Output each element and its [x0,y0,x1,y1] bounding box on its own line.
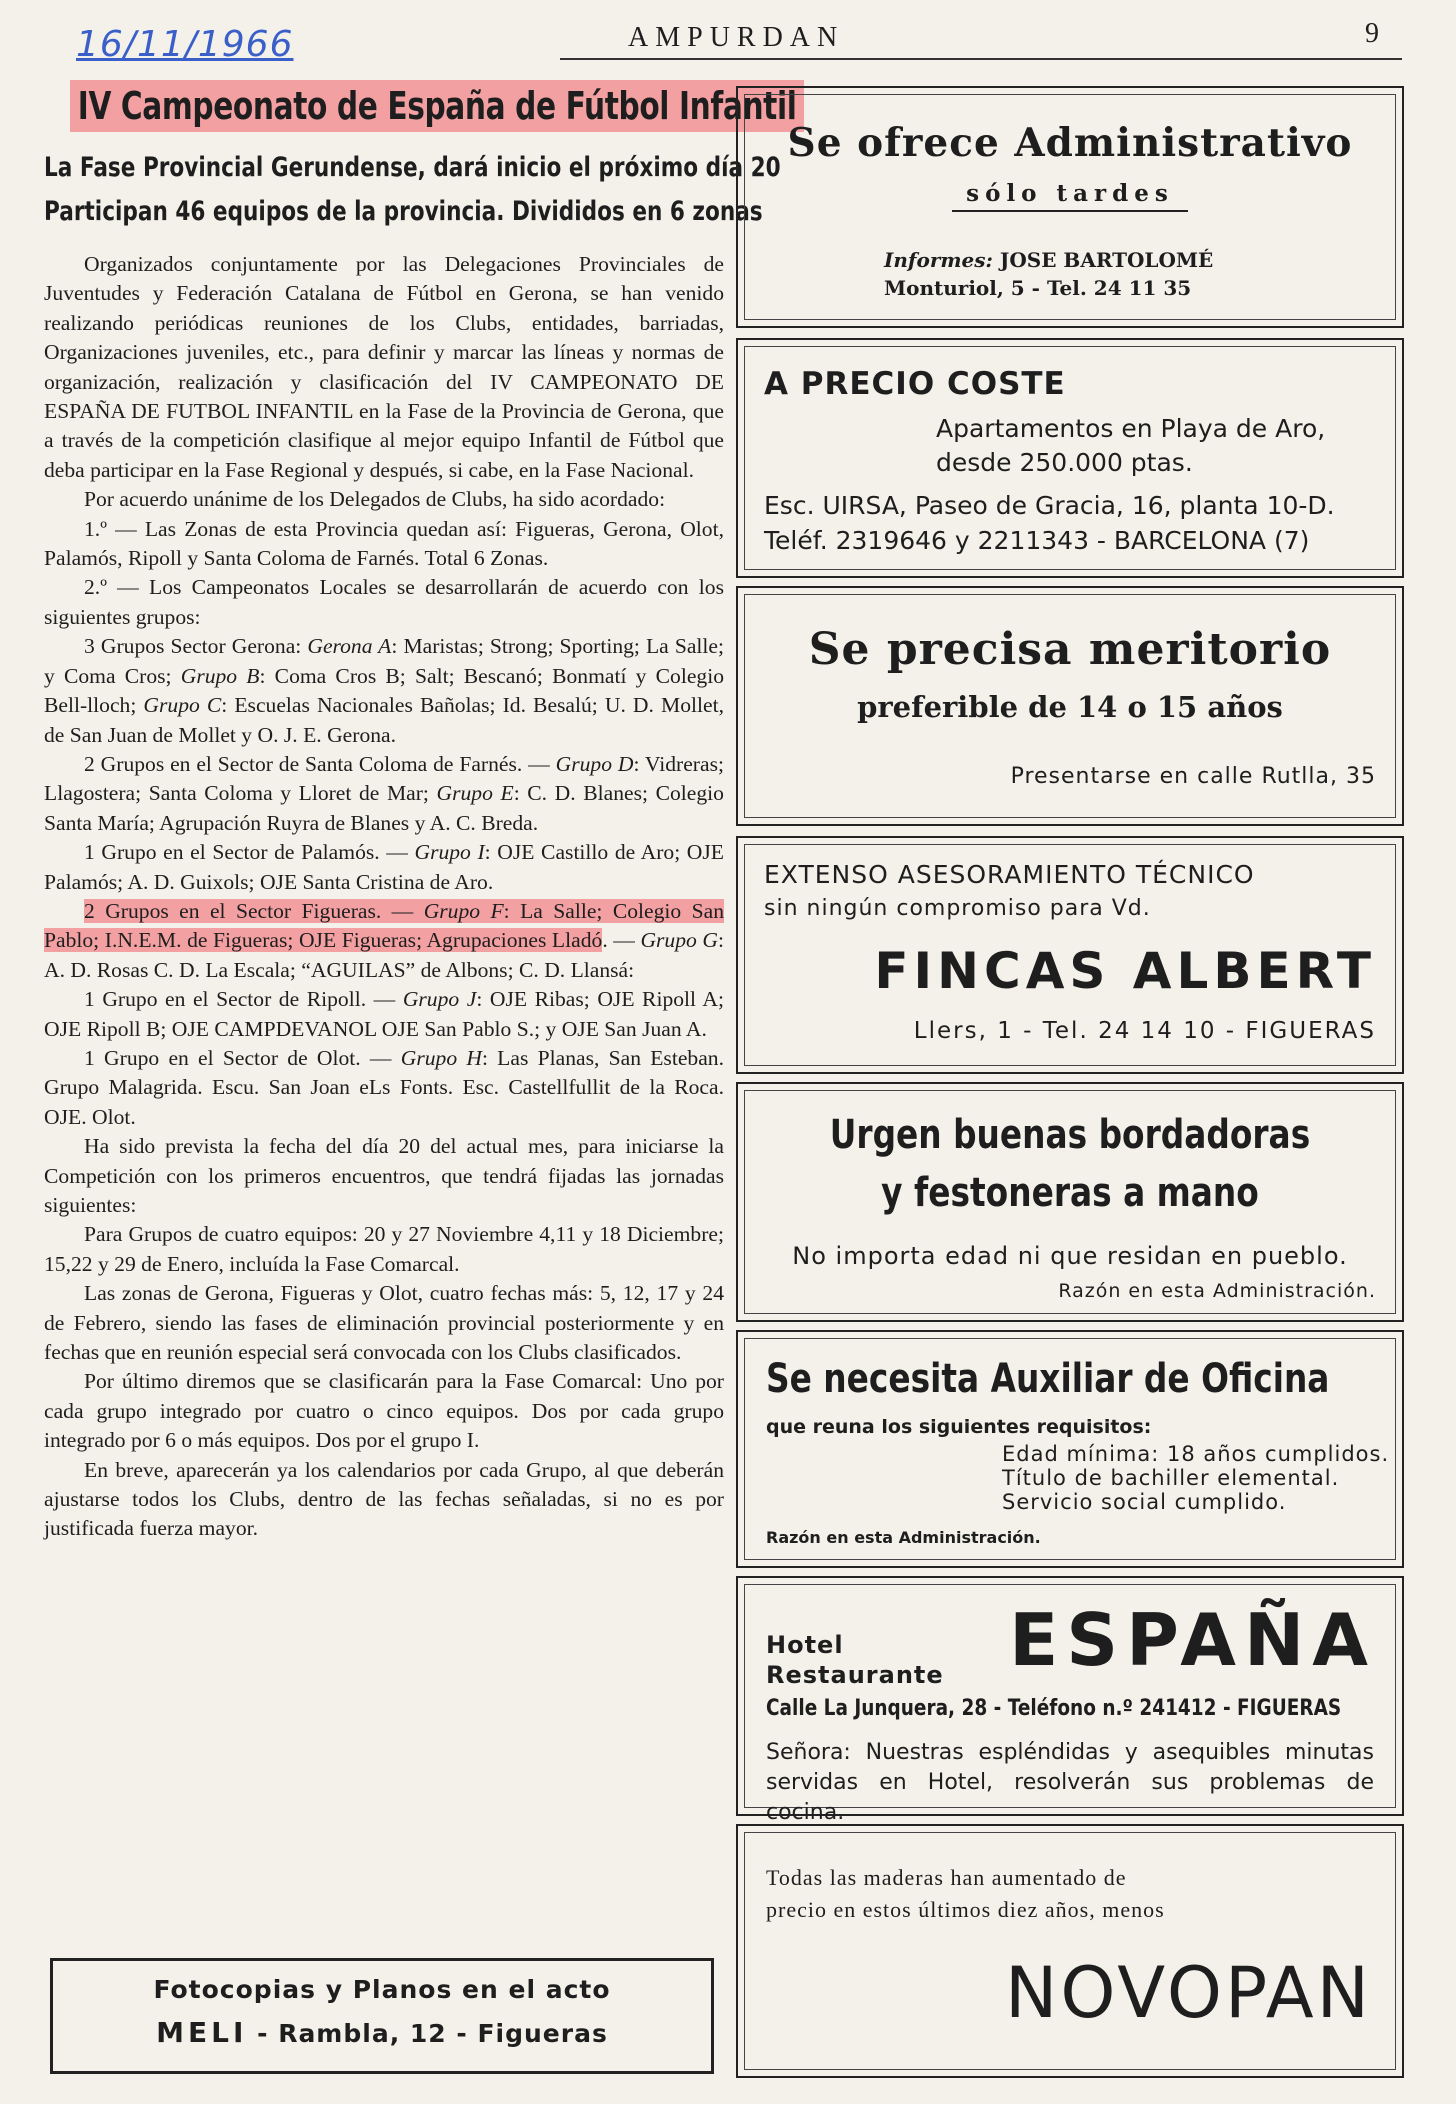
ad-auxiliar-title: Se necesita Auxiliar de Oficina [766,1356,1330,1402]
ad-precio-line: desde 250.000 ptas. [936,448,1193,477]
article-title: IV Campeonato de España de Fútbol Infantil [70,80,804,132]
ad-bordadoras-line: No importa edad ni que residan en pueblo. [792,1242,1348,1270]
ad-hotel-espana [736,1576,1404,1825]
ad-fincas-line: EXTENSO ASESORAMIENTO TÉCNICO [764,860,1255,889]
ad-auxiliar-req: Título de bachiller elemental. [1002,1466,1340,1490]
paragraph: 2.º — Los Campeonatos Locales se desarrollarán de acuerdo con los siguientes grupos: [44,575,724,629]
header-rule [560,58,1402,60]
paragraph: 1 Grupo en el Sector de Ripoll. — Grupo J: OJE Ribas; OJE Ripoll A; OJE Ripoll B; OJE CAMPDEVANOL OJE San Pablo S.; y OJE San Juan A. [44,987,724,1041]
ad-admin-informes: Informes: JOSE BARTOLOMÉ [884,248,1214,272]
paragraph-highlighted: 2 Grupos en el Sector Figueras. — Grupo F: La Salle; Colegio San Pablo; I.N.E.M. de Figueras; OJE Figueras; Agrupaciones Lladó. — Grupo G: A. D. Rosas C. D. La Escala; “AGUILAS” de Albons; C. D. Llansá: [44,898,724,982]
ad-admin-sub: sólo tardes [952,180,1188,212]
ad-administrativo [736,86,1404,328]
paragraph: Ha sido prevista la fecha del día 20 del actual mes, para iniciarse la Competición con los primeros encuentros, que tendrá fijadas las jornadas siguientes: [44,1134,724,1217]
paragraph: 1 Grupo en el Sector de Palamós. — Grupo I: OJE Castillo de Aro; OJE Palamós; A. D. Guixols; OJE Santa Cristina de Aro. [44,840,724,894]
ad-novopan-line: precio en estos últimos diez años, menos [766,1897,1165,1922]
paragraph: En breve, aparecerán ya los calendarios por cada Grupo, al que deberán ajustarse todos los Clubs, dentro de las fechas señaladas, si no es por justificada fuerza mayor. [44,1457,724,1541]
ad-novopan-line: Todas las maderas han aumentado de [766,1865,1127,1890]
ad-auxiliar-req: Servicio social cumplido. [1002,1490,1287,1514]
paragraph: Para Grupos de cuatro equipos: 20 y 27 Noviembre 4,11 y 18 Diciembre; 15,22 y 29 de Enero, incluída la Fase Comarcal. [44,1222,724,1276]
article-subhead [44,146,781,234]
paragraph: 2 Grupos en el Sector de Santa Coloma de Farnés. — Grupo D: Vidreras; Llagostera; Santa Coloma y Lloret de Mar; Grupo E: C. D. Blanes; Colegio Santa María; Agrupación Ruyra de Blanes y A. C. Breda. [44,751,724,835]
ad-auxiliar-req: Edad mínima: 18 años cumplidos. [1002,1442,1390,1466]
ad-hotel-label: Hotel [766,1631,844,1659]
paragraph: 1 Grupo en el Sector de Olot. — Grupo H: Las Planas, San Esteban. Grupo Malagrida. Escu. San Joan eLs Fonts. Esc. Castellfullit de la Roca. OJE. Olot. [44,1045,724,1129]
paragraph: 3 Grupos Sector Gerona: Gerona A: Maristas; Strong; Sporting; La Salle; y Coma Cros; Grupo B: Coma Cros B; Salt; Bescanó; Bonmatí y Colegio Bell-lloch; Grupo C: Escuelas Nacionales Bañolas; Id. Besalú; U. D. Mollet, de San Juan de Mollet y O. J. E. Gerona. [44,634,724,747]
ad-meritorio-sub: preferible de 14 o 15 años [857,690,1283,724]
paragraph: Por último diremos que se clasificarán para la Fase Comarcal: Uno por cada grupo integrado por cuatro o cinco equipos. Dos por cada grupo integrado por 6 o más equipos. Dos por el grupo I. [44,1369,724,1453]
ad-bordadoras-line: y festoneras a mano [881,1170,1259,1216]
ad-precio-title: A PRECIO COSTE [764,366,1066,402]
ad-fotocopias-line: Fotocopias y Planos en el acto [153,1975,611,2004]
ad-precio-address: Esc. UIRSA, Paseo de Gracia, 16, planta 10-D. [764,491,1335,520]
ad-precio-coste [736,338,1404,578]
ad-auxiliar-razon: Razón en esta Administración. [766,1528,1041,1547]
page-number: 9 [1365,18,1379,49]
paragraph: Organizados conjuntamente por las Delegaciones Provinciales de Juventudes y Federación Catalana de Fútbol en Gerona, se han venido realizando periódicas reuniones de los Clubs, entidades, barriadas, Organizaciones juveniles, etc., para definir y marcar las líneas y normas de organización, realización y clasificación del IV CAMPEONATO DE ESPAÑA DE FUTBOL INFANTIL en la Fase de la Provincia de Gerona, que a través de la competición clasifique al mejor equipo Infantil de Fútbol que deba participar en la Fase Regional y después, si cabe, en la Fase Nacional. [44,252,724,482]
ad-bordadoras [736,1082,1404,1322]
subhead-line-2: Participan 46 equipos de la provincia. Divididos en 6 zonas [44,196,763,227]
paragraph: 1.º — Las Zonas de esta Provincia quedan así: Figueras, Gerona, Olot, Palamós, Ripoll y Santa Coloma de Farnés. Total 6 Zonas. [44,516,724,571]
ad-fincas-name: FINCAS ALBERT [874,942,1376,1000]
ad-hotel-text: Señora: Nuestras espléndidas y asequibles minutas servidas en Hotel, resolverán sus problemas de cocina. [766,1740,1374,1825]
ad-meritorio-title: Se precisa meritorio [808,624,1332,675]
ad-bordadoras-razon: Razón en esta Administración. [1058,1280,1376,1302]
ad-precio-phone: Teléf. 2319646 y 2211343 - BARCELONA (7) [764,526,1310,555]
ad-hotel-address: Calle La Junquera, 28 - Teléfono n.º 241412 - FIGUERAS [766,1696,1342,1721]
handwritten-date: 16/11/1966 [76,24,294,65]
ad-fincas-line: sin ningún compromiso para Vd. [764,896,1151,921]
paragraph: Las zonas de Gerona, Figueras y Olot, cuatro fechas más: 5, 12, 17 y 24 de Febrero, siendo las fases de eliminación provincial posteriormente y en fechas que en reunión especial será convocada con los Clubs clasificados. [44,1281,724,1365]
ad-admin-title: Se ofrece Administrativo [787,120,1353,166]
subhead-line-1: La Fase Provincial Gerundense, dará inicio el próximo día 20 [44,152,781,183]
ad-bordadoras-line: Urgen buenas bordadoras [829,1112,1311,1158]
ad-fincas-address: Llers, 1 - Tel. 24 14 10 - FIGUERAS [913,1018,1376,1044]
ad-hotel-label: Restaurante [766,1661,944,1689]
ad-auxiliar-oficina [736,1330,1404,1568]
ad-fotocopias-address: MELI - Rambla, 12 - Figueras [156,2016,608,2049]
ad-meritorio [736,586,1404,826]
ad-auxiliar-line: que reuna los siguientes requisitos: [766,1416,1152,1438]
ad-precio-line: Apartamentos en Playa de Aro, [936,414,1326,443]
paragraph: Por acuerdo unánime de los Delegados de Clubs, ha sido acordado: [84,487,666,512]
ad-hotel-name: ESPAÑA [1009,1598,1376,1682]
article-body [44,250,724,1544]
ad-novopan [736,1824,1404,2078]
ad-fincas-albert [736,836,1404,1074]
ad-admin-address: Monturiol, 5 - Tel. 24 11 35 [884,276,1192,300]
article [44,80,797,1544]
newspaper-name: AMPURDAN [628,22,845,53]
ad-meritorio-address: Presentarse en calle Rutlla, 35 [1010,764,1376,789]
ad-novopan-name: NOVOPAN [1005,1952,1372,2034]
ad-fotocopias [50,1958,714,2074]
